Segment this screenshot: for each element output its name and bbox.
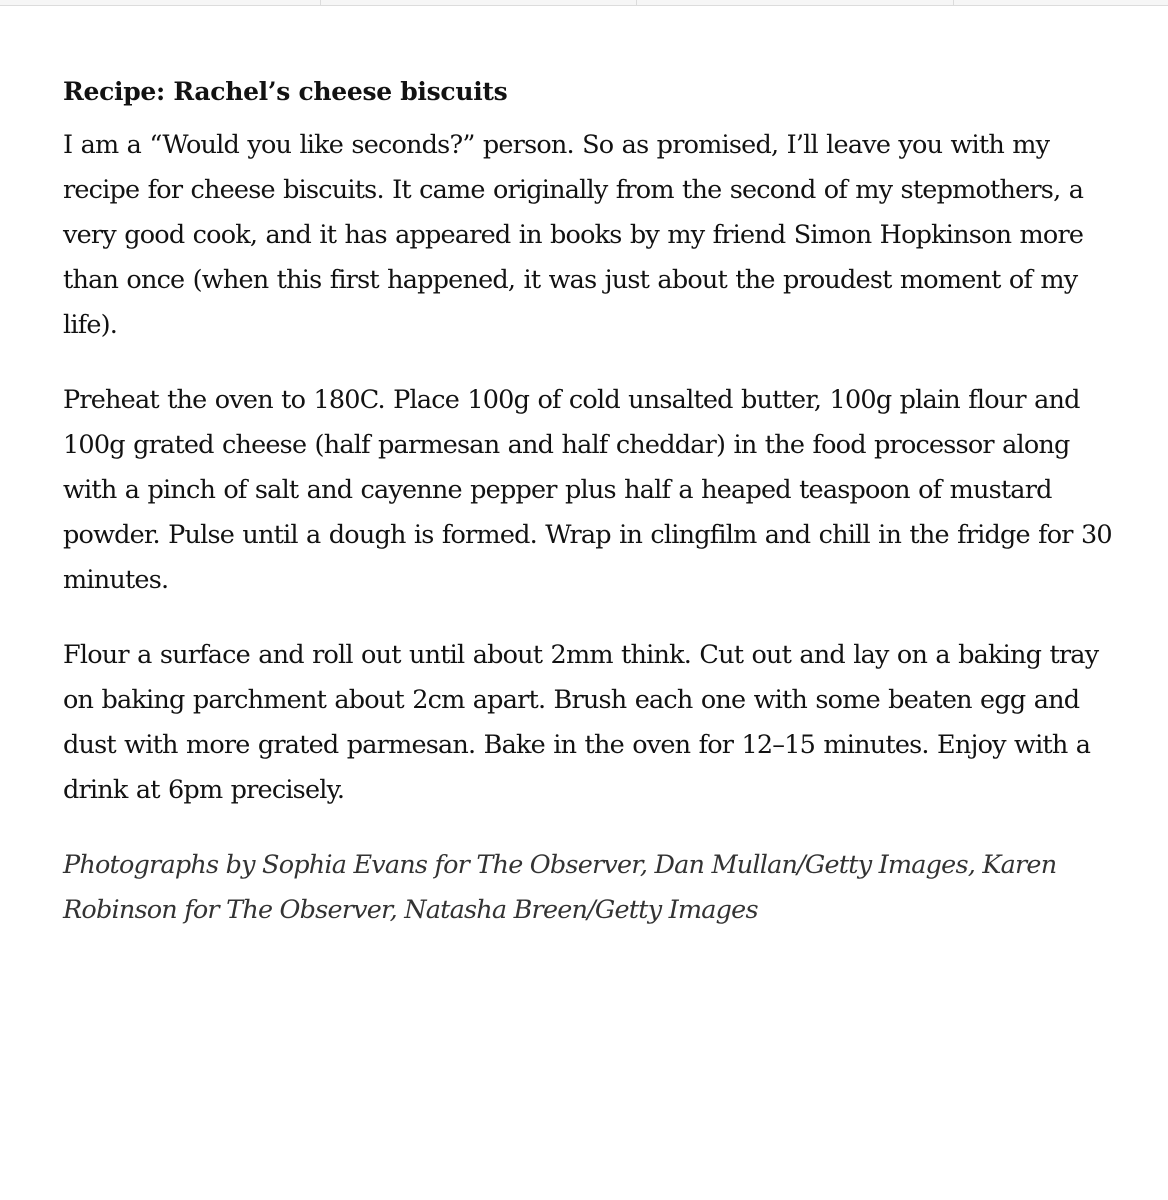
recipe-heading: Recipe: Rachel’s cheese biscuits (63, 77, 508, 106)
top-border (0, 0, 1168, 6)
intro-paragraph: I am a “Would you like seconds?” person. So as promised, I’ll leave you with my recipe for cheese biscuits. It came originally from the second of my stepmothers, a very good cook, and it has appeared in books by my friend Simon Hopkinson more than once (when this first happened, it was just about the proudest moment of my life). (63, 130, 1084, 340)
top-border-tick (320, 0, 321, 6)
top-border-tick (953, 0, 954, 6)
article-body (63, 70, 1123, 933)
method-paragraph: Preheat the oven to 180C. Place 100g of cold unsalted butter, 100g plain flour and 100g grated cheese (half parmesan and half cheddar) in the food processor along with a pinch of salt and cayenne pepper plus half a heaped teaspoon of mustard powder. Pulse until a dough is formed. Wrap in clingfilm and chill in the fridge for 30 minutes. (63, 385, 1112, 595)
baking-paragraph: Flour a surface and roll out until about 2mm think. Cut out and lay on a baking tray on baking parchment about 2cm apart. Brush each one with some beaten egg and dust with more grated parmesan. Bake in the oven for 12–15 minutes. Enjoy with a drink at 6pm precisely. (63, 640, 1099, 805)
top-border-tick (636, 0, 637, 6)
photo-credits: Photographs by Sophia Evans for The Observer, Dan Mullan/Getty Images, Karen Robinson for The Observer, Natasha Breen/Getty Images (63, 850, 1057, 925)
